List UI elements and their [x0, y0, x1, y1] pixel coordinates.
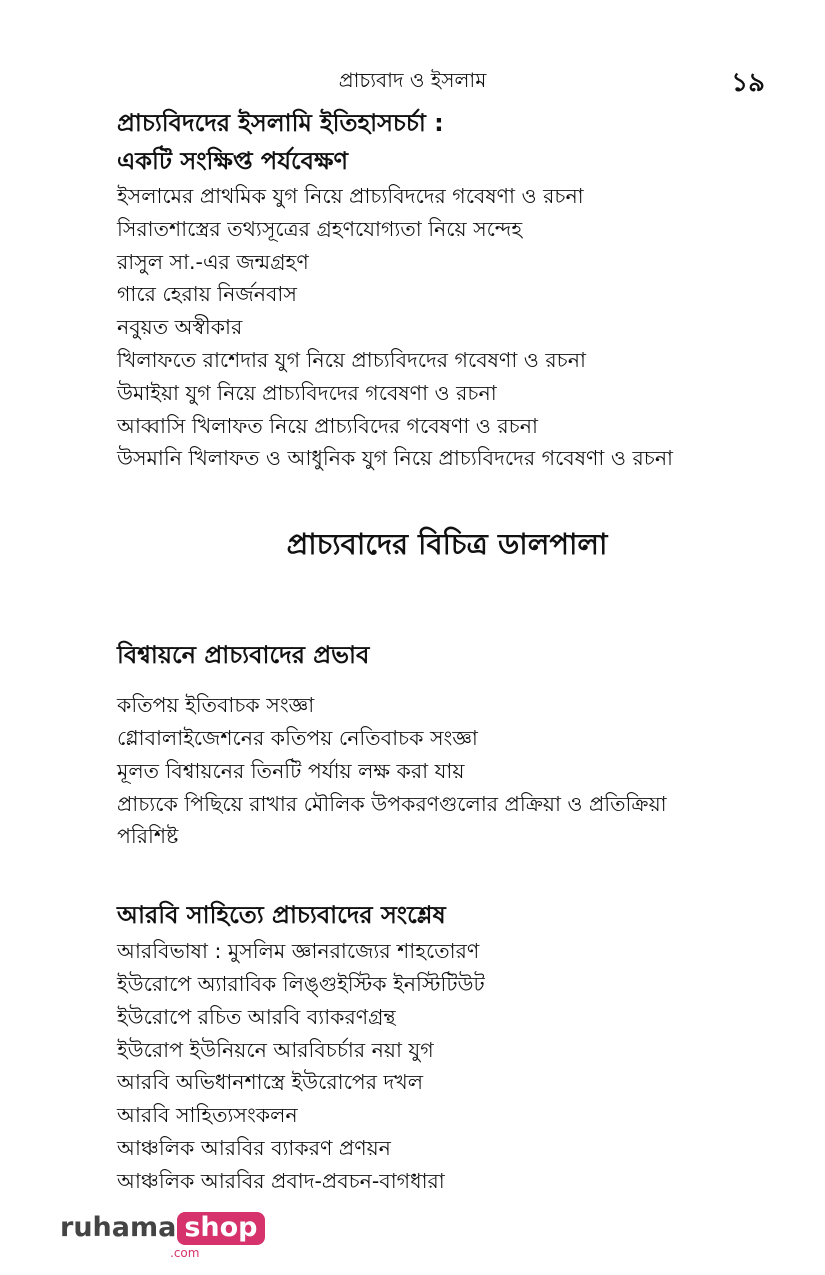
toc-item: আঞ্চলিক আরবির ব্যাকরণ প্রণয়ন — [117, 1135, 391, 1160]
watermark-logo — [60, 1212, 265, 1258]
section-heading-line1: প্রাচ্যবিদদের ইসলামি ইতিহাসচর্চা : — [117, 109, 444, 137]
page-header — [0, 62, 825, 96]
toc-item: ইউরোপে রচিত আরবি ব্যাকরণগ্রন্থ — [117, 1004, 396, 1029]
watermark-shop: shop — [177, 1212, 264, 1245]
toc-item: আরবি অভিধানশাস্ত্রে ইউরোপের দখল — [117, 1070, 424, 1095]
toc-item: আব্বাসি খিলাফত নিয়ে প্রাচ্যবিদের গবেষণা ও রচনা — [117, 413, 538, 438]
section-heading-line2: একটি সংক্ষিপ্ত পর্যবেক্ষণ — [117, 147, 348, 175]
toc-list — [117, 689, 777, 853]
toc-item: ইউরোপ ইউনিয়নে আরবিচর্চার নয়া যুগ — [117, 1037, 434, 1062]
toc-item: উসমানি খিলাফত ও আধুনিক যুগ নিয়ে প্রাচ্যবিদদের গবেষণা ও রচনা — [117, 446, 674, 471]
toc-item: আঞ্চলিক আরবির প্রবাদ-প্রবচন-বাগধারা — [117, 1168, 445, 1193]
toc-item: আরবি সাহিত্যসংকলন — [117, 1103, 298, 1128]
toc-item: ইউরোপে অ্যারাবিক লিঙ্গুইস্টিক ইনস্টিটিউট — [117, 971, 485, 996]
toc-item: প্রাচ্যকে পিছিয়ে রাখার মৌলিক উপকরণগুলোর প্রক্রিয়া ও প্রতিক্রিয়া — [117, 791, 667, 816]
toc-item: রাসুল সা.-এর জন্মগ্রহণ — [117, 249, 309, 274]
running-title: প্রাচ্যবাদ ও ইসলাম — [338, 68, 487, 92]
page-number: ১৯ — [731, 68, 765, 98]
toc-item: কতিপয় ইতিবাচক সংজ্ঞা — [117, 693, 315, 718]
watermark-com: .com — [170, 1246, 200, 1260]
toc-item: গ্লোবালাইজেশনের কতিপয় নেতিবাচক সংজ্ঞা — [117, 725, 478, 750]
toc-item: গারে হেরায় নির্জনবাস — [117, 282, 297, 307]
section-islamic-history — [117, 104, 777, 475]
toc-item: সিরাতশাস্ত্রের তথ্যসূত্রের গ্রহণযোগ্যতা নিয়ে সন্দেহ — [117, 216, 523, 241]
section-heading: বিশ্বায়নে প্রাচ্যবাদের প্রভাব — [117, 641, 370, 670]
toc-item: খিলাফতে রাশেদার যুগ নিয়ে প্রাচ্যবিদদের গবেষণা ও রচনা — [117, 347, 586, 372]
toc-item: আরবিভাষা : মুসলিম জ্ঞানরাজ্যের শাহতোরণ — [117, 939, 480, 964]
watermark-ruhama: ruhama — [60, 1212, 177, 1243]
toc-item: মূলত বিশ্বায়নের তিনটি পর্যায় লক্ষ করা যায় — [117, 758, 465, 783]
section-heading — [117, 104, 777, 180]
toc-item: পরিশিষ্ট — [117, 824, 179, 849]
toc-content — [117, 104, 777, 1198]
watermark-text — [60, 1212, 265, 1243]
toc-list — [117, 935, 777, 1197]
toc-item: নবুয়ত অস্বীকার — [117, 315, 243, 340]
toc-item: উমাইয়া যুগ নিয়ে প্রাচ্যবিদদের গবেষণা ও রচনা — [117, 380, 497, 405]
chapter-title: প্রাচ্যবাদের বিচিত্র ডালপালা — [286, 527, 608, 562]
section-heading: আরবি সাহিত্যে প্রাচ্যবাদের সংশ্লেষ — [117, 901, 446, 930]
section-arabic-literature — [117, 897, 777, 1197]
toc-item: ইসলামের প্রাথমিক যুগ নিয়ে প্রাচ্যবিদদের গবেষণা ও রচনা — [117, 184, 584, 208]
section-globalization — [117, 637, 777, 853]
toc-list — [117, 180, 777, 475]
